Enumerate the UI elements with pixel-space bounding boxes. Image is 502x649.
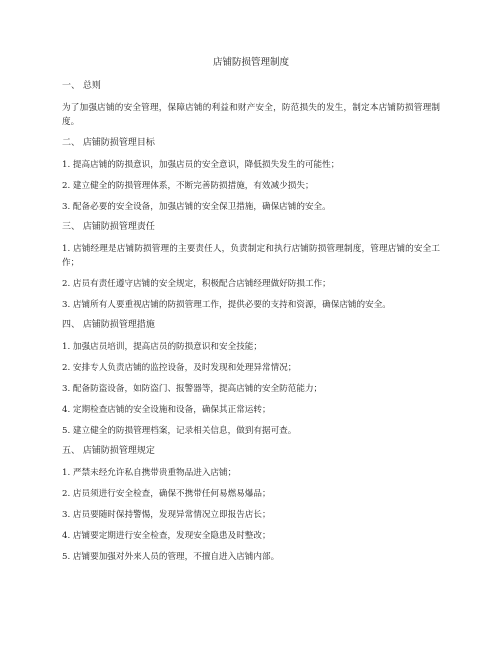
section-goals [62, 137, 440, 214]
section-measures [62, 319, 440, 438]
list-item: 1. 严禁未经允许私自携带贵重物品进入店铺； [62, 468, 237, 478]
list-item: 2. 建立健全的防损管理体系，不断完善防损措施，有效减少损失； [62, 181, 314, 191]
section-responsibility [62, 221, 440, 312]
list-item: 4. 店铺要定期进行安全检查，发现安全隐患及时整改； [62, 531, 271, 541]
list-item: 3. 店员要随时保持警惕，发现异常情况立即报告店长； [62, 510, 271, 520]
section-heading: 一、 总则 [62, 81, 101, 91]
list-item: 4. 定期检查店铺的安全设施和设备，确保其正常运转； [62, 405, 271, 415]
list-item: 2. 店员有责任遵守店铺的安全规定，积极配合店铺经理做好防损工作； [62, 279, 331, 289]
list-item: 3. 配备必要的安全设备，加强店铺的安全保卫措施，确保店铺的安全。 [62, 202, 331, 212]
document-title: 店铺防损管理制度 [212, 57, 289, 68]
section-heading: 五、 店铺防损管理规定 [62, 446, 155, 456]
section-rules [62, 445, 440, 564]
section-heading: 三、 店铺防损管理责任 [62, 222, 155, 232]
list-item: 1. 店铺经理是店铺防损管理的主要责任人，负责制定和执行店铺防损管理制度，管理店铺的安全工作； [62, 244, 440, 268]
list-item: 3. 店铺所有人要重视店铺的防损管理工作，提供必要的支持和资源，确保店铺的安全。 [62, 300, 391, 310]
list-item: 3. 配备防盗设备，如防盗门、报警器等，提高店铺的安全防范能力； [62, 384, 323, 394]
list-item: 1. 提高店铺的防损意识，加强店员的安全意识，降低损失发生的可能性； [62, 160, 340, 170]
list-item: 2. 店员须进行安全检查，确保不携带任何易燃易爆品； [62, 489, 271, 499]
list-item: 2. 安排专人负责店铺的监控设备，及时发现和处理异常情况； [62, 363, 297, 373]
section-heading: 四、 店铺防损管理措施 [62, 320, 155, 330]
section-heading: 二、 店铺防损管理目标 [62, 138, 155, 148]
list-item: 5. 建立健全的防损管理档案，记录相关信息，做到有据可查。 [62, 426, 297, 436]
section-paragraph: 为了加强店铺的安全管理，保障店铺的利益和财产安全，防范损失的发生，制定本店铺防损管理制度。 [62, 103, 440, 127]
list-item: 5. 店铺要加强对外来人员的管理，不擅自进入店铺内部。 [62, 552, 280, 562]
section-general [62, 80, 440, 129]
list-item: 1. 加强店员培训，提高店员的防损意识和安全技能； [62, 342, 262, 352]
